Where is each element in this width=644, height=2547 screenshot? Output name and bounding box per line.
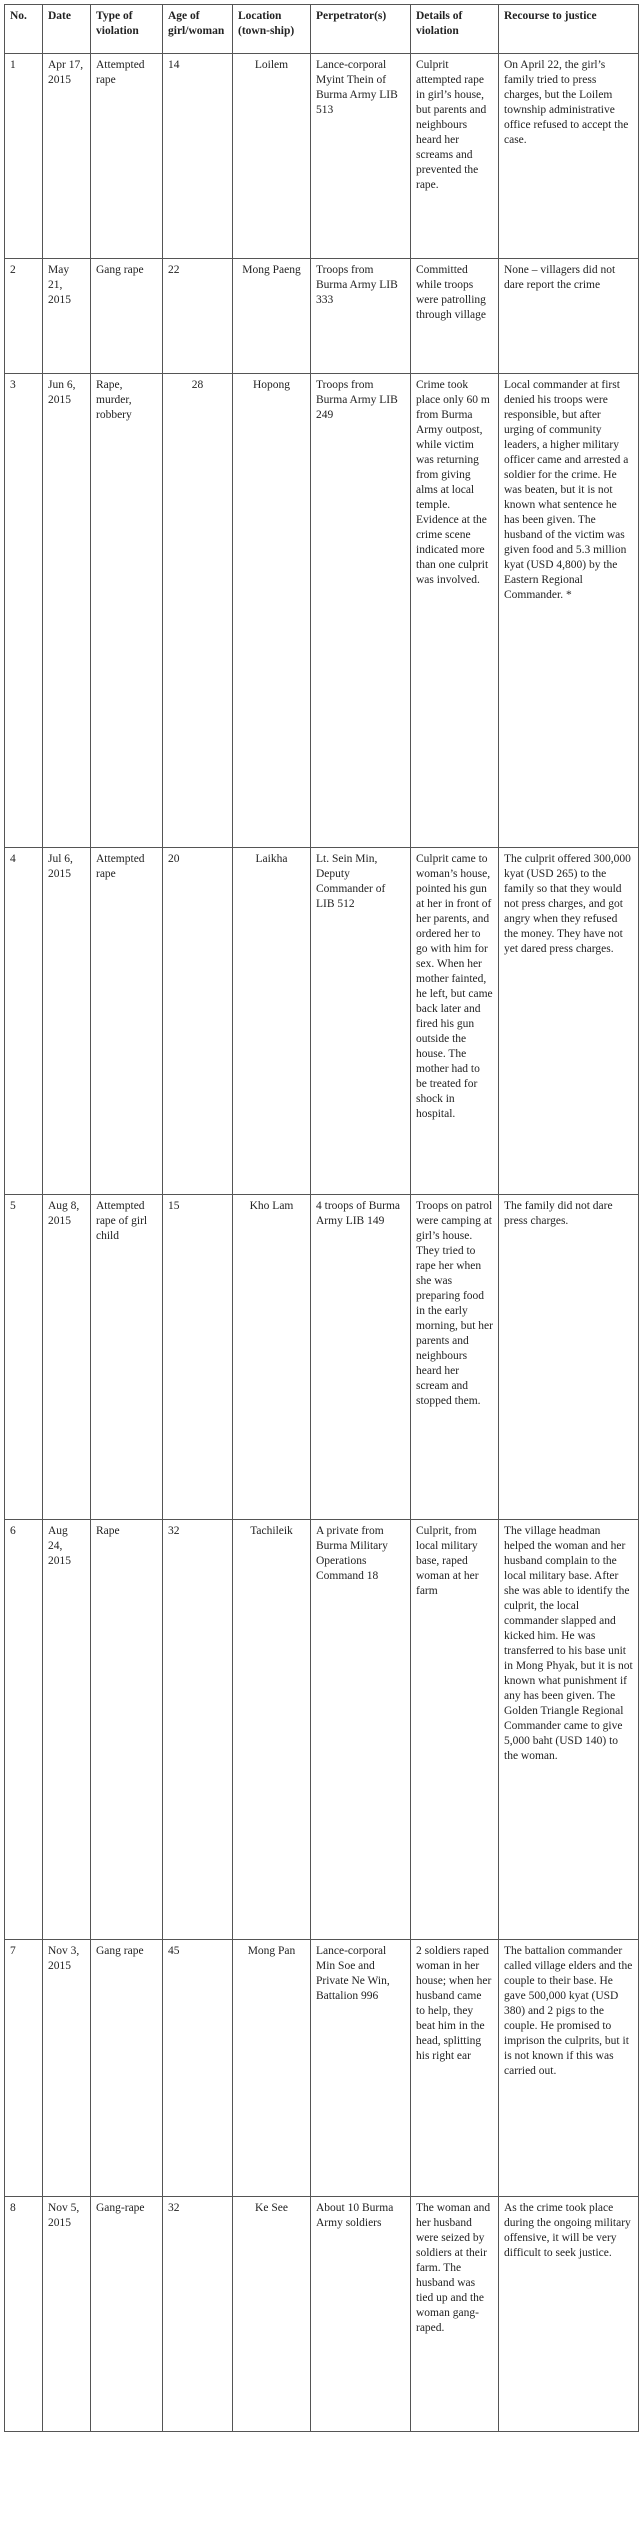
cell-details: Troops on patrol were camping at girl’s house. They tried to rape her when she was preparing food in the early morning, but her parents and neighbours heard her scream and stopped them. (411, 1195, 499, 1520)
cell-age: 22 (163, 259, 233, 374)
table-row (5, 1520, 639, 1940)
cell-perpetrator: 4 troops of Burma Army LIB 149 (311, 1195, 411, 1520)
cell-age: 32 (163, 2197, 233, 2432)
cell-age: 20 (163, 848, 233, 1195)
cell-location: Laikha (233, 848, 311, 1195)
cell-details: Culprit came to woman’s house, pointed his gun at her in front of her parents, and ordered her to go with him for sex. When her mother fainted, he left, but came back later and fired his gun outside the house. The mother had to be treated for shock in hospital. (411, 848, 499, 1195)
cell-location: Hopong (233, 374, 311, 848)
cell-type: Gang rape (91, 259, 163, 374)
header-location: Location (town-ship) (233, 5, 311, 54)
cell-recourse: The family did not dare press charges. (499, 1195, 639, 1520)
cell-age: 32 (163, 1520, 233, 1940)
cell-location: Ke See (233, 2197, 311, 2432)
cell-no: 6 (5, 1520, 43, 1940)
cell-no: 7 (5, 1940, 43, 2197)
table-row (5, 2197, 639, 2432)
header-age: Age of girl/woman (163, 5, 233, 54)
cell-details: Culprit, from local military base, raped woman at her farm (411, 1520, 499, 1940)
cell-perpetrator: Troops from Burma Army LIB 249 (311, 374, 411, 848)
cell-perpetrator: Lt. Sein Min, Deputy Commander of LIB 512 (311, 848, 411, 1195)
cell-date: Jun 6, 2015 (43, 374, 91, 848)
cell-no: 3 (5, 374, 43, 848)
cell-location: Kho Lam (233, 1195, 311, 1520)
header-row (5, 5, 639, 54)
cell-recourse: The battalion commander called village elders and the couple to their base. He gave 500,000 kyat (USD 380) and 2 pigs to the couple. He promised to imprison the culprits, but it is not known if this was carried out. (499, 1940, 639, 2197)
cell-date: Nov 5, 2015 (43, 2197, 91, 2432)
cell-age: 45 (163, 1940, 233, 2197)
cell-date: Jul 6, 2015 (43, 848, 91, 1195)
cell-details: Committed while troops were patrolling through village (411, 259, 499, 374)
cell-date: May 21, 2015 (43, 259, 91, 374)
table-row (5, 374, 639, 848)
header-date: Date (43, 5, 91, 54)
cell-no: 8 (5, 2197, 43, 2432)
header-details: Details of violation (411, 5, 499, 54)
cell-no: 5 (5, 1195, 43, 1520)
cell-details: Crime took place only 60 m from Burma Army outpost, while victim was returning from giving alms at local temple. Evidence at the crime scene indicated more than one culprit was involved. (411, 374, 499, 848)
cell-recourse: None – villagers did not dare report the crime (499, 259, 639, 374)
cell-recourse: Local commander at first denied his troops were responsible, but after urging of community leaders, a higher military officer came and arrested a soldier for the crime. He was beaten, but it is not known what sentence he has been given. The husband of the victim was given food and 5.3 million kyat (USD 4,800) by the Eastern Regional Commander. * (499, 374, 639, 848)
cell-details: 2 soldiers raped woman in her house; when her husband came to help, they beat him in the head, splitting his right ear (411, 1940, 499, 2197)
cell-details: The woman and her husband were seized by soldiers at their farm. The husband was tied up and the woman gang-raped. (411, 2197, 499, 2432)
cell-perpetrator: Lance-corporal Myint Thein of Burma Army LIB 513 (311, 54, 411, 259)
cell-details: Culprit attempted rape in girl’s house, but parents and neighbours heard her screams and prevented the rape. (411, 54, 499, 259)
cell-location: Tachileik (233, 1520, 311, 1940)
cell-recourse: The culprit offered 300,000 kyat (USD 265) to the family so that they would not press charges, and got angry when they refused the money. They have not yet dared press charges. (499, 848, 639, 1195)
cell-perpetrator: Troops from Burma Army LIB 333 (311, 259, 411, 374)
cell-date: Apr 17, 2015 (43, 54, 91, 259)
table-row (5, 848, 639, 1195)
cell-type: Attempted rape (91, 54, 163, 259)
table-row (5, 1195, 639, 1520)
table-row (5, 54, 639, 259)
cell-type: Rape, murder, robbery (91, 374, 163, 848)
cell-date: Aug 24, 2015 (43, 1520, 91, 1940)
cell-type: Attempted rape (91, 848, 163, 1195)
header-type: Type of violation (91, 5, 163, 54)
cell-date: Aug 8, 2015 (43, 1195, 91, 1520)
cell-location: Mong Pan (233, 1940, 311, 2197)
header-recourse: Recourse to justice (499, 5, 639, 54)
cell-age: 28 (163, 374, 233, 848)
cell-type: Gang-rape (91, 2197, 163, 2432)
violations-table (4, 4, 639, 2432)
cell-perpetrator: Lance-corporal Min Soe and Private Ne Win, Battalion 996 (311, 1940, 411, 2197)
cell-no: 4 (5, 848, 43, 1195)
cell-type: Rape (91, 1520, 163, 1940)
cell-date: Nov 3, 2015 (43, 1940, 91, 2197)
cell-perpetrator: A private from Burma Military Operations Command 18 (311, 1520, 411, 1940)
cell-no: 1 (5, 54, 43, 259)
cell-no: 2 (5, 259, 43, 374)
cell-location: Mong Paeng (233, 259, 311, 374)
cell-recourse: As the crime took place during the ongoing military offensive, it will be very difficult to seek justice. (499, 2197, 639, 2432)
cell-age: 14 (163, 54, 233, 259)
cell-perpetrator: About 10 Burma Army soldiers (311, 2197, 411, 2432)
cell-location: Loilem (233, 54, 311, 259)
cell-age: 15 (163, 1195, 233, 1520)
cell-type: Attempted rape of girl child (91, 1195, 163, 1520)
header-no: No. (5, 5, 43, 54)
cell-recourse: The village headman helped the woman and her husband complain to the local military base. After she was able to identify the culprit, the local commander slapped and kicked him. He was transferred to his base unit in Mong Phyak, but it is not known what punishment if any has been given. The Golden Triangle Regional Commander came to give 5,000 baht (USD 140) to the woman. (499, 1520, 639, 1940)
cell-type: Gang rape (91, 1940, 163, 2197)
table-row (5, 259, 639, 374)
header-perpetrator: Perpetrator(s) (311, 5, 411, 54)
table-row (5, 1940, 639, 2197)
cell-recourse: On April 22, the girl’s family tried to press charges, but the Loilem township administrative office refused to accept the case. (499, 54, 639, 259)
